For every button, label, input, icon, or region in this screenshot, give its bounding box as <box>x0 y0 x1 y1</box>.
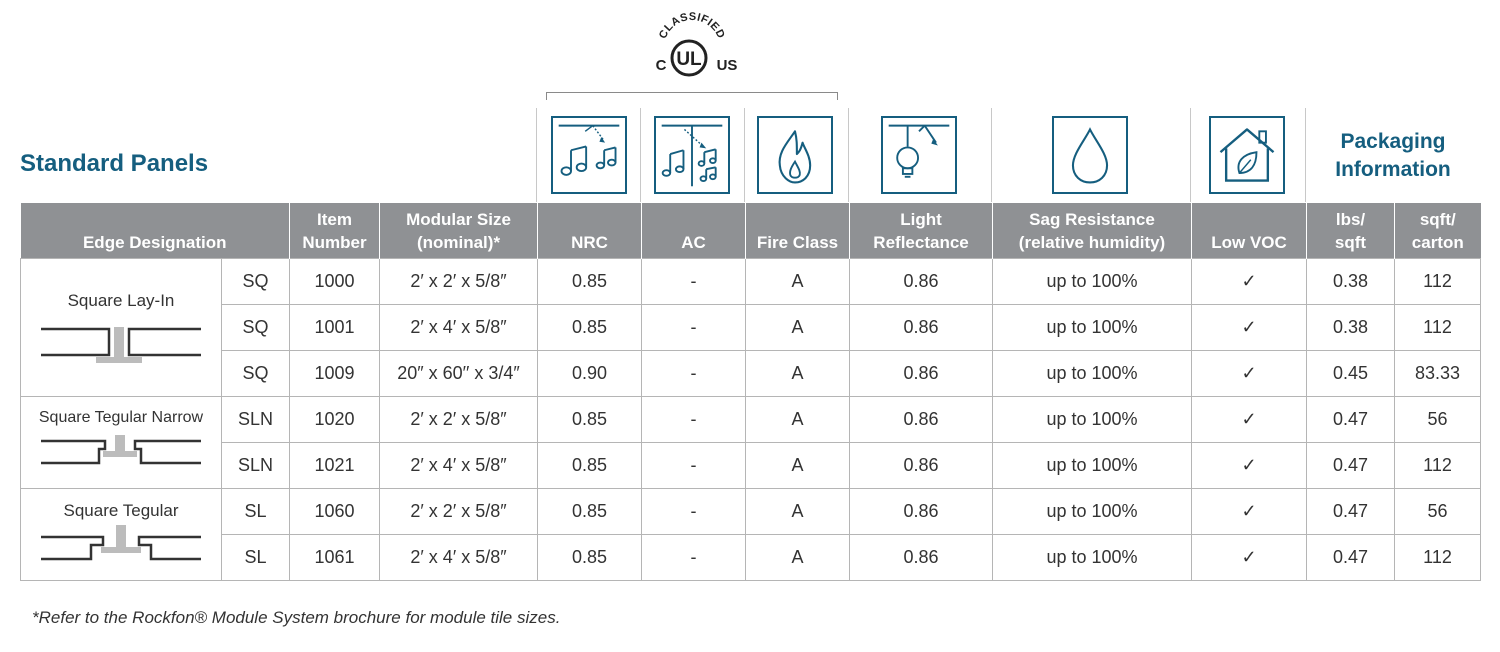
fire-class-value: A <box>746 396 850 442</box>
nrc-value: 0.85 <box>538 258 642 304</box>
ac-value: - <box>642 488 746 534</box>
table-row <box>21 350 1481 396</box>
fire-class-value: A <box>746 350 850 396</box>
table-row <box>21 396 1481 442</box>
low-voc-check-icon: ✓ <box>1192 396 1307 442</box>
light-bulb-icon <box>881 116 957 194</box>
item-number: 1001 <box>290 304 380 350</box>
fire-class-value: A <box>746 488 850 534</box>
svg-text:US: US <box>716 57 738 74</box>
table-row <box>21 534 1481 580</box>
packaging-title-line: Information <box>1335 158 1451 181</box>
modular-size: 2′ x 2′ x 5/8″ <box>380 258 538 304</box>
item-number: 1060 <box>290 488 380 534</box>
header-sag-resistance: Sag Resistance (relative humidity) <box>993 203 1192 258</box>
lbs-sqft-value: 0.38 <box>1307 258 1395 304</box>
lbs-sqft-value: 0.45 <box>1307 350 1395 396</box>
sag-resistance-value: up to 100% <box>993 350 1192 396</box>
nrc-value: 0.85 <box>538 488 642 534</box>
sqft-carton-value: 112 <box>1395 442 1481 488</box>
square-tegular-narrow-edge-icon <box>41 431 201 471</box>
edge-code: SQ <box>222 350 290 396</box>
ul-bracket <box>546 92 838 100</box>
modular-size: 2′ x 4′ x 5/8″ <box>380 534 538 580</box>
modular-size: 2′ x 2′ x 5/8″ <box>380 488 538 534</box>
header-divider <box>991 108 992 202</box>
item-number: 1009 <box>290 350 380 396</box>
table-row <box>21 304 1481 350</box>
sag-resistance-value: up to 100% <box>993 534 1192 580</box>
square-tegular-edge-icon <box>41 525 201 565</box>
light-reflectance-value: 0.86 <box>850 534 993 580</box>
modular-size: 2′ x 4′ x 5/8″ <box>380 304 538 350</box>
table-header-row <box>21 203 1481 258</box>
low-voc-check-icon: ✓ <box>1192 350 1307 396</box>
light-reflectance-value: 0.86 <box>850 442 993 488</box>
house-leaf-icon <box>1209 116 1285 194</box>
nrc-value: 0.85 <box>538 534 642 580</box>
lbs-sqft-value: 0.38 <box>1307 304 1395 350</box>
modular-size: 2′ x 4′ x 5/8″ <box>380 442 538 488</box>
page-title: Standard Panels <box>20 150 209 177</box>
fire-class-value: A <box>746 442 850 488</box>
modular-size: 20″ x 60′′ x 3/4″ <box>380 350 538 396</box>
water-drop-icon <box>1052 116 1128 194</box>
edge-label: Square Lay-In <box>67 290 175 310</box>
header-divider <box>640 108 641 202</box>
standard-panels-table <box>20 203 1480 581</box>
fire-class-value: A <box>746 258 850 304</box>
lbs-sqft-value: 0.47 <box>1307 488 1395 534</box>
svg-text:UL: UL <box>676 49 702 70</box>
header-divider <box>536 108 537 202</box>
ac-value: - <box>642 350 746 396</box>
table-row <box>21 442 1481 488</box>
ac-value: - <box>642 396 746 442</box>
ac-value: - <box>642 258 746 304</box>
edge-label: Square Tegular <box>63 500 179 520</box>
edge-code: SL <box>222 534 290 580</box>
header-nrc: NRC <box>538 203 642 258</box>
edge-group-square-lay-in <box>21 258 222 396</box>
edge-group-square-tegular-narrow <box>21 396 222 488</box>
sqft-carton-value: 56 <box>1395 488 1481 534</box>
edge-code: SL <box>222 488 290 534</box>
packaging-information-title <box>1306 128 1480 184</box>
light-reflectance-value: 0.86 <box>850 350 993 396</box>
header-ac: AC <box>642 203 746 258</box>
svg-text:C: C <box>655 57 667 74</box>
modular-size: 2′ x 2′ x 5/8″ <box>380 396 538 442</box>
nrc-value: 0.85 <box>538 396 642 442</box>
edge-code: SQ <box>222 304 290 350</box>
sag-resistance-value: up to 100% <box>993 304 1192 350</box>
nrc-value: 0.85 <box>538 304 642 350</box>
music-notes-icon <box>551 116 627 194</box>
sag-resistance-value: up to 100% <box>993 442 1192 488</box>
header-divider <box>744 108 745 202</box>
lbs-sqft-value: 0.47 <box>1307 442 1395 488</box>
light-reflectance-value: 0.86 <box>850 488 993 534</box>
svg-text:CLASSIFIED: CLASSIFIED <box>656 10 728 41</box>
header-light-reflectance: Light Reflectance <box>850 203 993 258</box>
header-divider <box>848 108 849 202</box>
sqft-carton-value: 112 <box>1395 258 1481 304</box>
header-low-voc: Low VOC <box>1192 203 1307 258</box>
flame-icon <box>757 116 833 194</box>
light-reflectance-value: 0.86 <box>850 304 993 350</box>
sag-resistance-value: up to 100% <box>993 396 1192 442</box>
ac-value: - <box>642 534 746 580</box>
low-voc-check-icon: ✓ <box>1192 442 1307 488</box>
sag-resistance-value: up to 100% <box>993 258 1192 304</box>
sqft-carton-value: 112 <box>1395 534 1481 580</box>
light-reflectance-value: 0.86 <box>850 258 993 304</box>
table-row <box>21 258 1481 304</box>
header-divider <box>1190 108 1191 202</box>
packaging-title-line: Packaging <box>1340 130 1446 153</box>
sqft-carton-value: 56 <box>1395 396 1481 442</box>
nrc-value: 0.90 <box>538 350 642 396</box>
lbs-sqft-value: 0.47 <box>1307 534 1395 580</box>
sag-resistance-value: up to 100% <box>993 488 1192 534</box>
low-voc-check-icon: ✓ <box>1192 258 1307 304</box>
nrc-value: 0.85 <box>538 442 642 488</box>
low-voc-check-icon: ✓ <box>1192 534 1307 580</box>
sound-transmission-icon <box>654 116 730 194</box>
footnote: *Refer to the Rockfon® Module System brochure for module tile sizes. <box>32 608 561 627</box>
header-fire-class: Fire Class <box>746 203 850 258</box>
sqft-carton-value: 83.33 <box>1395 350 1481 396</box>
fire-class-value: A <box>746 534 850 580</box>
ac-value: - <box>642 442 746 488</box>
edge-code: SLN <box>222 396 290 442</box>
item-number: 1061 <box>290 534 380 580</box>
item-number: 1020 <box>290 396 380 442</box>
ul-classified-logo-icon <box>642 8 742 88</box>
header-item-number: Item Number <box>290 203 380 258</box>
header-modular-size: Modular Size (nominal)* <box>380 203 538 258</box>
low-voc-check-icon: ✓ <box>1192 488 1307 534</box>
edge-code: SLN <box>222 442 290 488</box>
edge-code: SQ <box>222 258 290 304</box>
item-number: 1021 <box>290 442 380 488</box>
lbs-sqft-value: 0.47 <box>1307 396 1395 442</box>
edge-group-square-tegular <box>21 488 222 580</box>
fire-class-value: A <box>746 304 850 350</box>
header-edge-designation: Edge Designation <box>21 203 290 258</box>
square-lay-in-edge-icon <box>41 317 201 367</box>
item-number: 1000 <box>290 258 380 304</box>
low-voc-check-icon: ✓ <box>1192 304 1307 350</box>
table-row <box>21 488 1481 534</box>
header-sqft-carton: sqft/ carton <box>1395 203 1481 258</box>
header-lbs-sqft: lbs/ sqft <box>1307 203 1395 258</box>
sqft-carton-value: 112 <box>1395 304 1481 350</box>
edge-label: Square Tegular Narrow <box>38 408 204 426</box>
ac-value: - <box>642 304 746 350</box>
light-reflectance-value: 0.86 <box>850 396 993 442</box>
